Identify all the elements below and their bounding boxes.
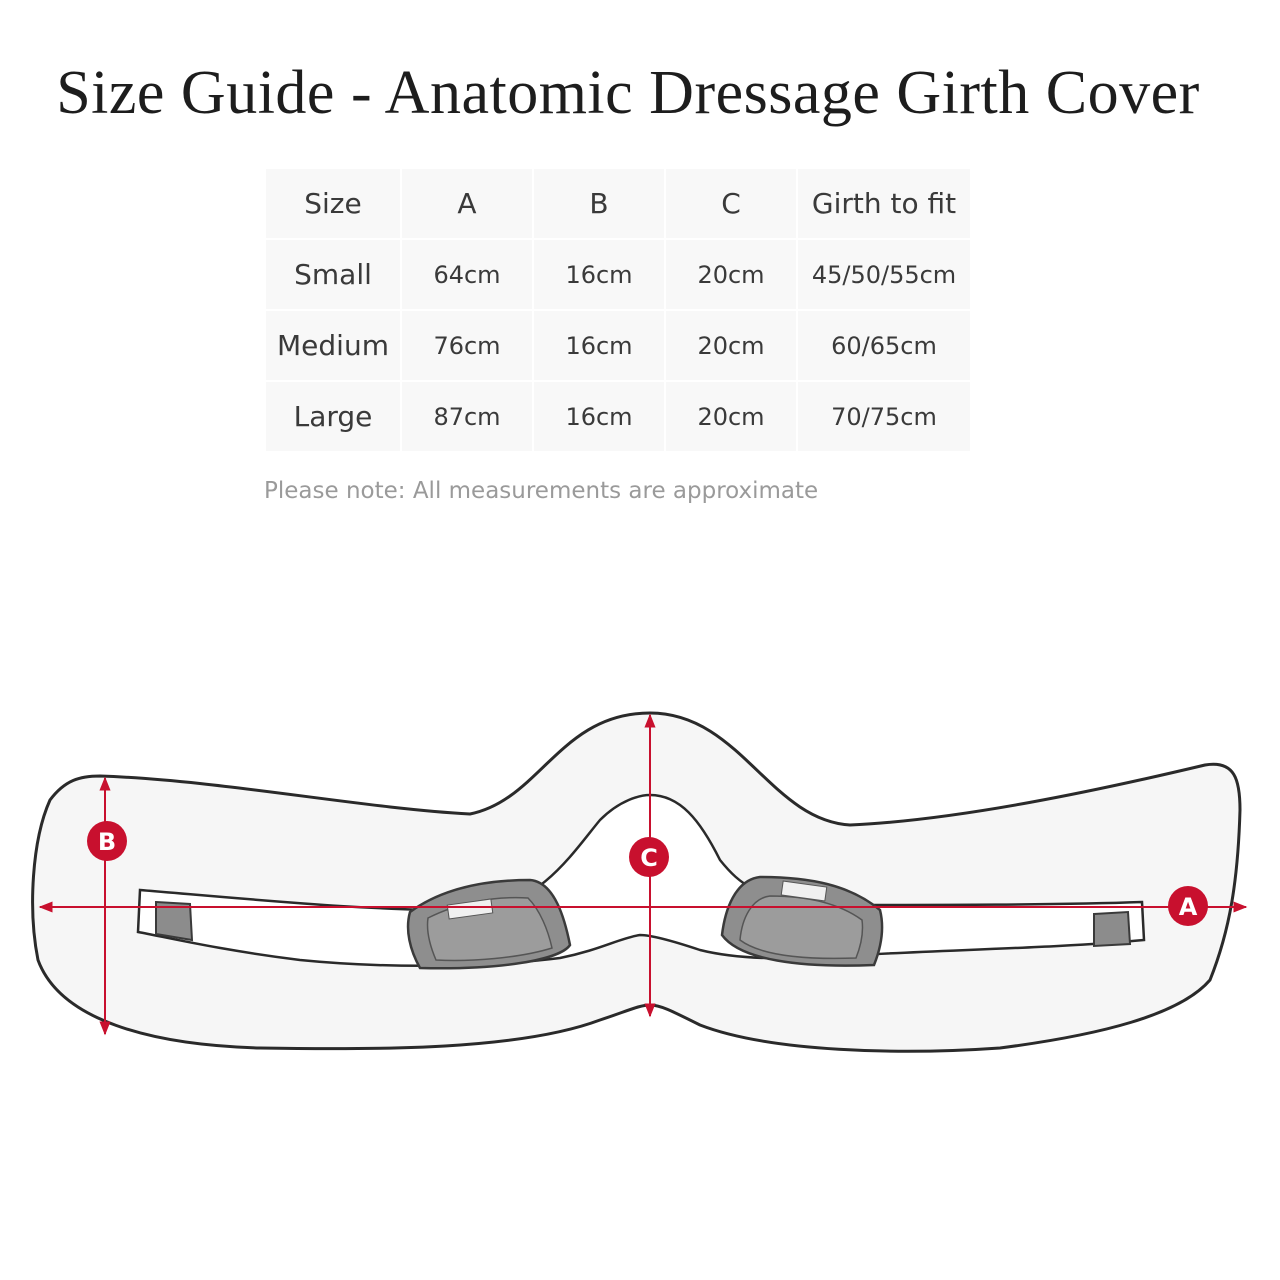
table-cell: 64cm (402, 240, 532, 309)
table-header-row (266, 169, 970, 238)
size-label: Large (266, 382, 400, 451)
badge-b-label: B (97, 828, 117, 856)
badge-b (87, 821, 127, 861)
table-cell: 20cm (666, 382, 796, 451)
table-cell: 16cm (534, 311, 664, 380)
table-cell: 20cm (666, 311, 796, 380)
header-c: C (666, 169, 796, 238)
table-row (266, 311, 970, 380)
size-table (264, 167, 972, 453)
table-cell: 87cm (402, 382, 532, 451)
table-cell: 60/65cm (798, 311, 970, 380)
table-row (266, 240, 970, 309)
table-cell: 20cm (666, 240, 796, 309)
right-end-strap (1094, 912, 1130, 946)
table-cell: 70/75cm (798, 382, 970, 451)
badge-a (1168, 886, 1208, 926)
size-label: Small (266, 240, 400, 309)
header-size: Size (266, 169, 400, 238)
table-cell: 45/50/55cm (798, 240, 970, 309)
table-cell: 76cm (402, 311, 532, 380)
header-girth-to-fit: Girth to fit (798, 169, 970, 238)
table-cell: 16cm (534, 382, 664, 451)
badge-a-label: A (1178, 893, 1198, 921)
table-cell: 16cm (534, 240, 664, 309)
girth-cover-diagram (0, 690, 1280, 1090)
page-title: Size Guide - Anatomic Dressage Girth Cover (56, 59, 1200, 127)
measurement-note: Please note: All measurements are approximate (264, 478, 819, 504)
header-a: A (402, 169, 532, 238)
badge-c (629, 837, 669, 877)
size-label: Medium (266, 311, 400, 380)
badge-c-label: C (640, 844, 658, 872)
header-b: B (534, 169, 664, 238)
table-row (266, 382, 970, 451)
